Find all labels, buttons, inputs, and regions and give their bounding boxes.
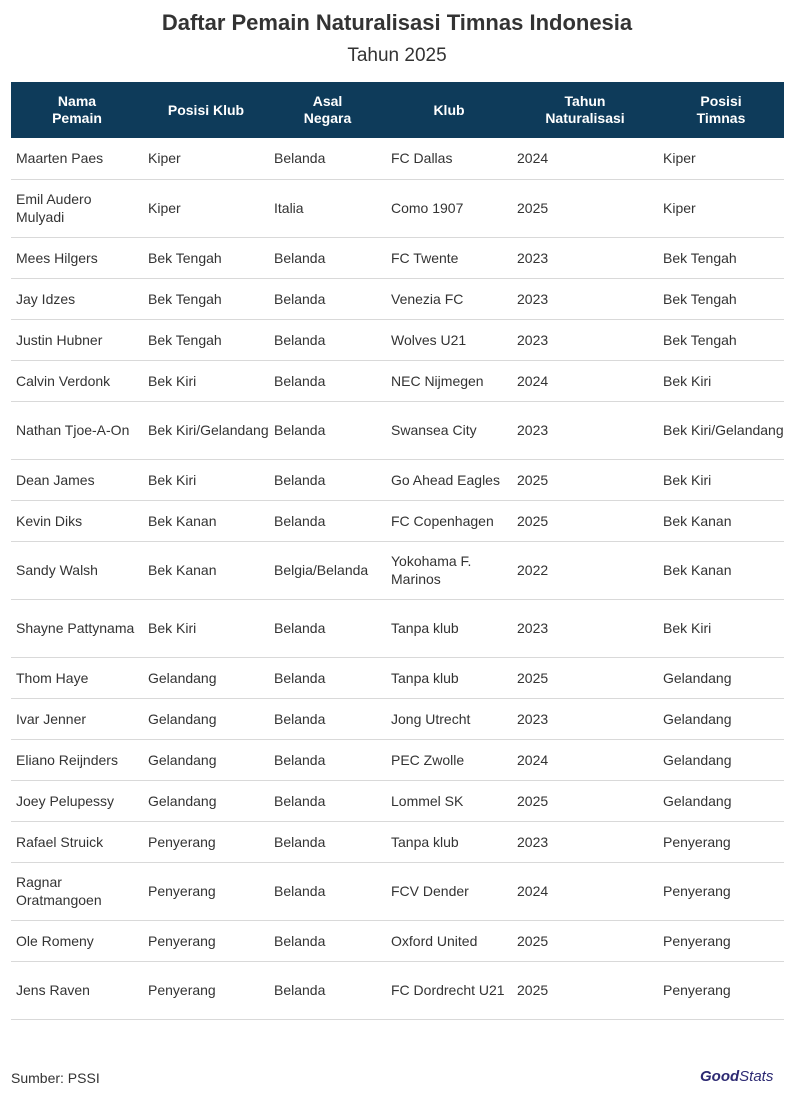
table-row [11, 401, 784, 459]
table-cell: 2023 [512, 401, 658, 459]
table-cell: FC Dallas [386, 138, 512, 179]
table-cell: Bek Tengah [658, 237, 784, 278]
table-cell: 2024 [512, 138, 658, 179]
table-cell: FC Twente [386, 237, 512, 278]
source-note: Sumber: PSSI [11, 1070, 100, 1086]
table-cell: Italia [269, 179, 386, 237]
table-cell: Bek Kanan [658, 500, 784, 541]
table-row [11, 179, 784, 237]
table-row [11, 360, 784, 401]
table-cell: 2024 [512, 360, 658, 401]
table-cell: Gelandang [143, 657, 269, 698]
column-header-line: Posisi [700, 93, 742, 109]
table-cell: Penyerang [143, 862, 269, 920]
table-cell: Tanpa klub [386, 821, 512, 862]
table-cell: Penyerang [658, 821, 784, 862]
table-cell: Justin Hubner [11, 319, 143, 360]
table-cell: 2023 [512, 821, 658, 862]
table-cell: Gelandang [143, 739, 269, 780]
column-header-line: Tahun [564, 93, 606, 109]
table-cell: Penyerang [143, 821, 269, 862]
table-cell: NEC Nijmegen [386, 360, 512, 401]
table-row [11, 319, 784, 360]
table-cell: Shayne Pattynama [11, 599, 143, 657]
table-cell: 2025 [512, 500, 658, 541]
table-cell: Bek Kiri [143, 360, 269, 401]
table-cell: Bek Kanan [143, 500, 269, 541]
table-cell: Kiper [658, 138, 784, 179]
table-cell: Belanda [269, 821, 386, 862]
table-cell: Mees Hilgers [11, 237, 143, 278]
table-cell: Joey Pelupessy [11, 780, 143, 821]
table-cell: Belgia/Belanda [269, 541, 386, 599]
table-cell: Tanpa klub [386, 599, 512, 657]
table-row [11, 541, 784, 599]
table-cell: 2025 [512, 657, 658, 698]
table-cell: Jay Idzes [11, 278, 143, 319]
table-cell: 2025 [512, 459, 658, 500]
table-cell: Belanda [269, 360, 386, 401]
table-cell: Gelandang [658, 657, 784, 698]
table-row [11, 459, 784, 500]
table-cell: Penyerang [143, 961, 269, 1019]
table-cell: Oxford United [386, 920, 512, 961]
table-row [11, 138, 784, 179]
table-cell: Emil Audero Mulyadi [11, 179, 143, 237]
table-row [11, 920, 784, 961]
page-subtitle: Tahun 2025 [347, 45, 447, 66]
table-cell: Bek Kanan [143, 541, 269, 599]
table-cell: Penyerang [658, 920, 784, 961]
table-row [11, 657, 784, 698]
table-cell: Venezia FC [386, 278, 512, 319]
table-cell: Belanda [269, 278, 386, 319]
table-cell: Belanda [269, 237, 386, 278]
table-row [11, 780, 784, 821]
table-body [11, 138, 784, 1019]
column-header [269, 82, 386, 138]
table-cell: Penyerang [143, 920, 269, 961]
table-cell: 2023 [512, 599, 658, 657]
table-cell: Yokohama F. Marinos [386, 541, 512, 599]
table-header [11, 82, 784, 138]
goodstats-logo [700, 1068, 773, 1085]
table-cell: Bek Kiri [658, 459, 784, 500]
table-cell: 2025 [512, 920, 658, 961]
table-cell: 2025 [512, 961, 658, 1019]
table-cell: Jens Raven [11, 961, 143, 1019]
table-cell: Tanpa klub [386, 657, 512, 698]
table-cell: Bek Tengah [143, 319, 269, 360]
table-cell: Swansea City [386, 401, 512, 459]
table-cell: Belanda [269, 459, 386, 500]
table-cell: Kevin Diks [11, 500, 143, 541]
table-cell: Belanda [269, 401, 386, 459]
table-cell: Belanda [269, 739, 386, 780]
table-cell: 2023 [512, 698, 658, 739]
table-row [11, 278, 784, 319]
table-cell: Kiper [143, 179, 269, 237]
table-cell: 2024 [512, 739, 658, 780]
table-cell: Belanda [269, 657, 386, 698]
table-row [11, 599, 784, 657]
table-cell: Ragnar Oratmangoen [11, 862, 143, 920]
table-cell: Penyerang [658, 961, 784, 1019]
table-cell: Bek Tengah [658, 278, 784, 319]
table-cell: Dean James [11, 459, 143, 500]
logo-part-good: Good [700, 1068, 740, 1085]
table-cell: Como 1907 [386, 179, 512, 237]
table-row [11, 500, 784, 541]
column-header [11, 82, 143, 138]
table-cell: Bek Tengah [143, 237, 269, 278]
table-cell: Bek Kiri/Gelandang [658, 401, 784, 459]
column-header-line: Asal [312, 93, 343, 109]
column-header-line: Posisi Klub [167, 101, 245, 118]
table-cell: Ole Romeny [11, 920, 143, 961]
table-cell: Bek Kanan [658, 541, 784, 599]
table-cell: Belanda [269, 599, 386, 657]
table-row [11, 739, 784, 780]
players-table [11, 82, 784, 1020]
table-cell: Jong Utrecht [386, 698, 512, 739]
column-header-line: Nama [57, 93, 97, 109]
table-row [11, 698, 784, 739]
table-cell: Belanda [269, 500, 386, 541]
table-cell: Gelandang [143, 698, 269, 739]
table-cell: Gelandang [658, 739, 784, 780]
table-cell: Wolves U21 [386, 319, 512, 360]
table-cell: Maarten Paes [11, 138, 143, 179]
table-cell: FCV Dender [386, 862, 512, 920]
table-cell: FC Dordrecht U21 [386, 961, 512, 1019]
column-header [386, 82, 512, 138]
table-cell: Rafael Struick [11, 821, 143, 862]
table-cell: Kiper [143, 138, 269, 179]
table-cell: Calvin Verdonk [11, 360, 143, 401]
table-cell: 2023 [512, 237, 658, 278]
table-cell: Sandy Walsh [11, 541, 143, 599]
column-header [512, 82, 658, 138]
table-row [11, 961, 784, 1019]
table-cell: Lommel SK [386, 780, 512, 821]
column-header-line: Klub [433, 101, 465, 118]
table-row [11, 862, 784, 920]
table-cell: FC Copenhagen [386, 500, 512, 541]
table-cell: Belanda [269, 319, 386, 360]
table-cell: 2025 [512, 179, 658, 237]
table-cell: 2023 [512, 319, 658, 360]
table-cell: Belanda [269, 862, 386, 920]
table-cell: 2023 [512, 278, 658, 319]
table-cell: Bek Kiri [658, 599, 784, 657]
table-cell: Ivar Jenner [11, 698, 143, 739]
table-cell: Penyerang [658, 862, 784, 920]
table-cell: Bek Kiri [658, 360, 784, 401]
column-header-line: Pemain [52, 110, 102, 126]
table-cell: Belanda [269, 961, 386, 1019]
table-cell: Bek Tengah [658, 319, 784, 360]
table-cell: Nathan Tjoe-A-On [11, 401, 143, 459]
table-cell: Bek Tengah [143, 278, 269, 319]
column-header-line: Naturalisasi [545, 110, 625, 126]
table-cell: PEC Zwolle [386, 739, 512, 780]
table-cell: Bek Kiri [143, 599, 269, 657]
table-cell: Gelandang [658, 780, 784, 821]
table-cell: Belanda [269, 780, 386, 821]
table-cell: 2022 [512, 541, 658, 599]
column-header [143, 82, 269, 138]
table-row [11, 821, 784, 862]
table-cell: Belanda [269, 920, 386, 961]
column-header-line: Timnas [696, 110, 746, 126]
column-header [658, 82, 784, 138]
table-cell: Go Ahead Eagles [386, 459, 512, 500]
table-cell: 2024 [512, 862, 658, 920]
page-title: Daftar Pemain Naturalisasi Timnas Indonesia [161, 10, 633, 35]
column-header-line: Negara [303, 110, 352, 126]
logo-part-stats: Stats [739, 1068, 774, 1085]
table-cell: Eliano Reijnders [11, 739, 143, 780]
table-cell: Gelandang [658, 698, 784, 739]
table-cell: Belanda [269, 698, 386, 739]
table-cell: Belanda [269, 138, 386, 179]
table-cell: Bek Kiri [143, 459, 269, 500]
header-row [11, 82, 784, 138]
table-cell: Thom Haye [11, 657, 143, 698]
table-cell: 2025 [512, 780, 658, 821]
table-cell: Gelandang [143, 780, 269, 821]
table-cell: Bek Kiri/Gelandang [143, 401, 269, 459]
table-cell: Kiper [658, 179, 784, 237]
table-row [11, 237, 784, 278]
